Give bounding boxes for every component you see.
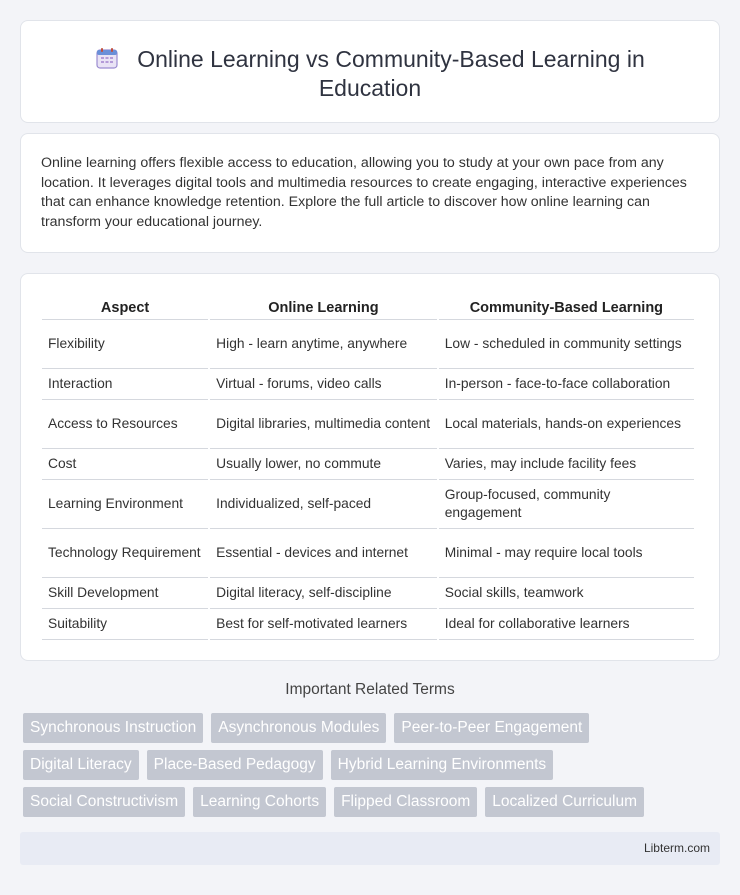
term-row <box>23 787 723 817</box>
table-row <box>42 449 694 480</box>
table-cell: Group-focused, community engagement <box>439 480 694 529</box>
footer <box>20 832 720 865</box>
term-tag[interactable]: Social Constructivism <box>23 787 185 817</box>
table-cell: Best for self-motivated learners <box>210 609 437 640</box>
term-tag[interactable]: Peer-to-Peer Engagement <box>394 713 589 743</box>
table-row <box>42 369 694 400</box>
table-header-row <box>42 296 694 320</box>
term-tag[interactable]: Digital Literacy <box>23 750 139 780</box>
table-cell: Suitability <box>42 609 208 640</box>
table-cell: Cost <box>42 449 208 480</box>
table-cell: Usually lower, no commute <box>210 449 437 480</box>
table-cell: Digital literacy, self-discipline <box>210 578 437 609</box>
table-row <box>42 320 694 369</box>
table-cell: Individualized, self-paced <box>210 480 437 529</box>
header-card <box>20 20 720 123</box>
table-cell: Access to Resources <box>42 400 208 449</box>
intro-card <box>20 133 720 253</box>
table-cell: Digital libraries, multimedia content <box>210 400 437 449</box>
table-cell: Interaction <box>42 369 208 400</box>
term-tag[interactable]: Flipped Classroom <box>334 787 477 817</box>
term-tag[interactable]: Place-Based Pedagogy <box>147 750 323 780</box>
calendar-icon <box>95 46 119 70</box>
table-cell: Virtual - forums, video calls <box>210 369 437 400</box>
table-cell: Minimal - may require local tools <box>439 529 694 578</box>
term-tag[interactable]: Learning Cohorts <box>193 787 326 817</box>
header-online: Online Learning <box>210 296 437 320</box>
intro-text: Online learning offers flexible access to education, allowing you to study at your own pace from any location. It leverages digital tools and multimedia resources to create engaging, interactive experiences that can enhance knowledge retention. Explore the full article to discover how online learning can transform your educational journey. <box>41 155 687 230</box>
term-tag[interactable]: Asynchronous Modules <box>211 713 386 743</box>
table-cell: High - learn anytime, anywhere <box>210 320 437 369</box>
comparison-table-card <box>20 273 720 661</box>
table-cell: Learning Environment <box>42 480 208 529</box>
table-row <box>42 609 694 640</box>
table-cell: Essential - devices and internet <box>210 529 437 578</box>
table-cell: Social skills, teamwork <box>439 578 694 609</box>
table-row <box>42 529 694 578</box>
table-row <box>42 400 694 449</box>
page-title <box>21 45 719 103</box>
table-row <box>42 480 694 529</box>
term-tag[interactable]: Synchronous Instruction <box>23 713 203 743</box>
header-aspect: Aspect <box>42 296 208 320</box>
table-cell: Technology Requirement <box>42 529 208 578</box>
table-cell: Local materials, hands-on experiences <box>439 400 694 449</box>
footer-link[interactable]: Libterm.com <box>643 841 710 855</box>
related-terms-title: Important Related Terms <box>285 681 455 698</box>
table-cell: Varies, may include facility fees <box>439 449 694 480</box>
table-cell: In-person - face-to-face collaboration <box>439 369 694 400</box>
comparison-table <box>40 296 696 640</box>
term-tag[interactable]: Hybrid Learning Environments <box>331 750 554 780</box>
term-row <box>23 750 723 780</box>
term-row <box>23 713 723 743</box>
title-text: Online Learning vs Community-Based Learning in Education <box>137 46 645 101</box>
table-cell: Flexibility <box>42 320 208 369</box>
table-cell: Ideal for collaborative learners <box>439 609 694 640</box>
table-row <box>42 578 694 609</box>
related-terms <box>23 713 723 824</box>
header-community: Community-Based Learning <box>439 296 694 320</box>
table-cell: Low - scheduled in community settings <box>439 320 694 369</box>
table-cell: Skill Development <box>42 578 208 609</box>
term-tag[interactable]: Localized Curriculum <box>485 787 644 817</box>
